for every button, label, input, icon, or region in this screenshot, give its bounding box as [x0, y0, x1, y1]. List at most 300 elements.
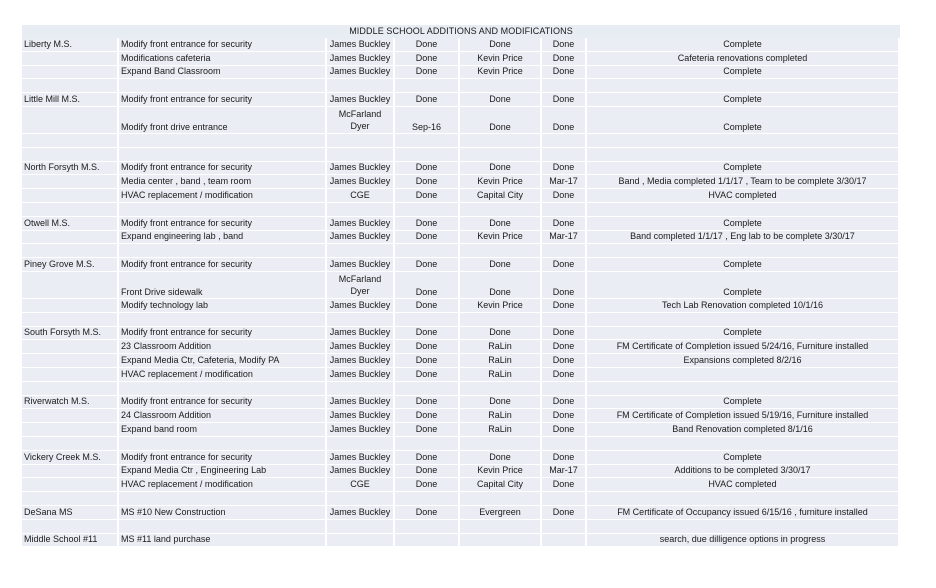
status2-cell	[542, 451, 587, 465]
notes-cell	[587, 506, 900, 520]
manager-cell-text: James Buckley	[329, 259, 391, 270]
status-cell-text: Done	[415, 176, 438, 187]
contractor-cell-text: Done	[489, 38, 511, 49]
contractor-cell	[460, 93, 542, 107]
manager-cell	[327, 423, 395, 437]
manager-cell	[327, 175, 395, 189]
notes-cell	[587, 231, 900, 245]
project-cell	[119, 38, 327, 52]
manager-cell	[327, 203, 395, 217]
contractor-cell	[460, 520, 542, 534]
school-cell	[22, 272, 119, 299]
contractor-cell-text: Done	[489, 94, 511, 105]
table-row	[22, 217, 900, 231]
status-cell	[395, 451, 460, 465]
status-cell	[395, 66, 460, 80]
manager-cell	[327, 437, 395, 451]
school-cell	[22, 217, 119, 231]
notes-cell-text: Complete	[723, 121, 762, 132]
status-cell	[395, 437, 460, 451]
manager-cell	[327, 93, 395, 107]
status-cell-text: Done	[415, 162, 438, 173]
contractor-cell-text: Kevin Price	[477, 299, 523, 310]
project-cell	[119, 382, 327, 396]
contractor-cell	[460, 396, 542, 410]
status2-cell-text: Done	[552, 355, 575, 366]
status2-cell	[542, 258, 587, 272]
contractor-cell	[460, 299, 542, 313]
school-cell	[22, 299, 119, 313]
school-cell	[22, 52, 119, 66]
notes-cell	[587, 52, 900, 66]
manager-cell	[327, 396, 395, 410]
project-cell-text: Modify front entrance for security	[121, 162, 253, 173]
status2-cell	[542, 148, 587, 162]
status-cell	[395, 299, 460, 313]
school-cell-text: Liberty M.S.	[24, 38, 73, 49]
notes-cell-text: Band , Media completed 1/1/17 , Team to be complete 3/30/17	[618, 176, 867, 187]
table-row	[22, 175, 900, 189]
contractor-cell	[460, 134, 542, 148]
contractor-cell-text: Kevin Price	[477, 52, 523, 63]
notes-cell	[587, 162, 900, 176]
status2-cell-text: Done	[552, 410, 575, 421]
status2-cell	[542, 520, 587, 534]
contractor-cell	[460, 465, 542, 479]
status2-cell	[542, 313, 587, 327]
status2-cell	[542, 162, 587, 176]
status2-cell	[542, 93, 587, 107]
manager-cell	[327, 79, 395, 93]
project-cell	[119, 162, 327, 176]
notes-cell	[587, 175, 900, 189]
manager-cell-text: James Buckley	[329, 451, 391, 462]
notes-cell	[587, 134, 900, 148]
status2-cell	[542, 272, 587, 299]
project-cell-text: Modify front entrance for security	[121, 94, 253, 105]
manager-cell	[327, 465, 395, 479]
notes-cell	[587, 38, 900, 52]
school-cell	[22, 465, 119, 479]
notes-cell-text: Band Renovation completed 8/1/16	[672, 424, 813, 435]
status-cell	[395, 354, 460, 368]
manager-cell-text: James Buckley	[329, 341, 391, 352]
project-cell	[119, 423, 327, 437]
status-cell	[395, 79, 460, 93]
contractor-cell	[460, 162, 542, 176]
manager-cell	[327, 189, 395, 203]
manager-cell-text: James Buckley	[329, 465, 391, 476]
school-cell	[22, 520, 119, 534]
table-row	[22, 299, 900, 313]
notes-cell	[587, 382, 900, 396]
table-row	[22, 368, 900, 382]
status-cell	[395, 534, 460, 548]
blank-row	[22, 79, 900, 93]
status2-cell	[542, 465, 587, 479]
status2-cell	[542, 79, 587, 93]
project-cell-text: MS #10 New Construction	[121, 506, 226, 517]
manager-cell	[327, 506, 395, 520]
school-cell	[22, 175, 119, 189]
status2-cell-text: Done	[552, 259, 575, 270]
notes-cell	[587, 409, 900, 423]
manager-cell	[327, 217, 395, 231]
table-row	[22, 52, 900, 66]
manager-cell-text: James Buckley	[329, 327, 391, 338]
status2-cell-text: Done	[552, 479, 575, 490]
school-cell-text: North Forsyth M.S.	[24, 162, 100, 173]
manager-cell-text: James Buckley	[329, 217, 391, 228]
table-row	[22, 396, 900, 410]
school-cell	[22, 437, 119, 451]
school-cell	[22, 451, 119, 465]
status2-cell-text: Mar-17	[549, 231, 578, 242]
contractor-cell	[460, 354, 542, 368]
project-cell	[119, 93, 327, 107]
project-cell-text: Modify technology lab	[121, 299, 209, 310]
school-cell	[22, 79, 119, 93]
status-cell-text: Done	[415, 259, 438, 270]
status-cell-text: Done	[415, 327, 438, 338]
notes-cell-text: Band completed 1/1/17 , Eng lab to be complete 3/30/17	[630, 231, 855, 242]
notes-cell	[587, 327, 900, 341]
status2-cell	[542, 231, 587, 245]
status-cell	[395, 506, 460, 520]
status-cell-text: Done	[415, 355, 438, 366]
status-cell	[395, 231, 460, 245]
status-cell	[395, 93, 460, 107]
project-cell	[119, 272, 327, 299]
notes-cell	[587, 465, 900, 479]
notes-cell	[587, 272, 900, 299]
notes-cell	[587, 107, 900, 134]
contractor-cell	[460, 258, 542, 272]
school-cell-text: Piney Grove M.S.	[24, 259, 95, 270]
status-cell-text: Done	[415, 451, 438, 462]
status2-cell-text: Done	[552, 121, 575, 132]
contractor-cell	[460, 492, 542, 506]
project-cell	[119, 189, 327, 203]
project-cell-text: Modify front entrance for security	[121, 327, 253, 338]
notes-cell	[587, 396, 900, 410]
manager-cell-text: McFarland Dyer	[338, 108, 382, 131]
status-cell	[395, 162, 460, 176]
manager-cell-text: James Buckley	[329, 162, 391, 173]
school-cell	[22, 396, 119, 410]
blank-row	[22, 134, 900, 148]
project-cell	[119, 492, 327, 506]
manager-cell	[327, 134, 395, 148]
notes-cell	[587, 299, 900, 313]
table-row	[22, 189, 900, 203]
table-row	[22, 38, 900, 52]
project-cell-text: HVAC replacement / modification	[121, 368, 253, 379]
status2-cell-text: Done	[552, 38, 575, 49]
manager-cell	[327, 409, 395, 423]
blank-row	[22, 148, 900, 162]
project-cell-text: Modify front entrance for security	[121, 396, 253, 407]
contractor-cell-text: Done	[489, 162, 511, 173]
project-cell	[119, 313, 327, 327]
school-cell	[22, 107, 119, 134]
table-row	[22, 162, 900, 176]
notes-cell	[587, 534, 900, 548]
manager-cell	[327, 66, 395, 80]
status2-cell-text: Mar-17	[549, 465, 578, 476]
notes-cell-text: HVAC completed	[708, 190, 777, 201]
project-cell	[119, 478, 327, 492]
project-cell-text: Modify front entrance for security	[121, 259, 253, 270]
status2-cell-text: Done	[552, 451, 575, 462]
school-cell	[22, 231, 119, 245]
status2-cell	[542, 66, 587, 80]
status-cell	[395, 520, 460, 534]
manager-cell	[327, 272, 395, 299]
manager-cell	[327, 299, 395, 313]
manager-cell-text: James Buckley	[329, 299, 391, 310]
manager-cell-text: James Buckley	[329, 94, 391, 105]
project-cell	[119, 451, 327, 465]
table-row	[22, 93, 900, 107]
project-cell	[119, 340, 327, 354]
contractor-cell	[460, 66, 542, 80]
notes-cell-text: Additions to be completed 3/30/17	[674, 465, 811, 476]
status-cell	[395, 272, 460, 299]
status-cell	[395, 217, 460, 231]
contractor-cell-text: Kevin Price	[477, 176, 523, 187]
status2-cell-text: Done	[552, 66, 575, 77]
contractor-cell-text: RaLin	[488, 410, 512, 421]
contractor-cell	[460, 107, 542, 134]
notes-cell-text: Complete	[723, 94, 762, 105]
project-cell-text: 24 Classroom Addition	[121, 410, 212, 421]
school-cell	[22, 409, 119, 423]
manager-cell-text: James Buckley	[329, 396, 391, 407]
manager-cell	[327, 162, 395, 176]
manager-cell	[327, 258, 395, 272]
contractor-cell	[460, 231, 542, 245]
status-cell	[395, 340, 460, 354]
contractor-cell-text: Done	[489, 396, 511, 407]
status-cell-text: Done	[415, 410, 438, 421]
project-cell-text: Front Drive sidewalk	[121, 286, 203, 297]
school-cell	[22, 534, 119, 548]
status-cell-text: Done	[415, 52, 438, 63]
project-cell-text: Modify front entrance for security	[121, 38, 253, 49]
table-row	[22, 340, 900, 354]
contractor-cell-text: RaLin	[488, 368, 512, 379]
status2-cell	[542, 299, 587, 313]
school-cell	[22, 492, 119, 506]
status2-cell-text: Mar-17	[549, 176, 578, 187]
manager-cell	[327, 368, 395, 382]
school-cell	[22, 148, 119, 162]
project-cell-text: MS #11 land purchase	[121, 534, 211, 545]
notes-cell	[587, 244, 900, 258]
notes-cell-text: FM Certificate of Completion issued 5/19/16, Furniture installed	[616, 410, 869, 421]
notes-cell-text: Complete	[723, 259, 762, 270]
table-row	[22, 272, 900, 299]
table-row	[22, 423, 900, 437]
status2-cell	[542, 423, 587, 437]
status-cell	[395, 396, 460, 410]
contractor-cell-text: Done	[489, 327, 511, 338]
notes-cell-text: Expansions completed 8/2/16	[683, 355, 802, 366]
manager-cell	[327, 52, 395, 66]
status2-cell	[542, 107, 587, 134]
school-cell	[22, 478, 119, 492]
contractor-cell	[460, 451, 542, 465]
contractor-cell	[460, 244, 542, 258]
notes-cell-text: Complete	[723, 38, 762, 49]
project-cell	[119, 52, 327, 66]
status-cell	[395, 313, 460, 327]
status2-cell-text: Done	[552, 327, 575, 338]
status2-cell-text: Done	[552, 94, 575, 105]
status-cell	[395, 175, 460, 189]
status2-cell-text: Done	[552, 299, 575, 310]
table-body	[22, 38, 900, 547]
notes-cell	[587, 368, 900, 382]
status2-cell	[542, 134, 587, 148]
notes-cell-text: Complete	[723, 451, 762, 462]
blank-row	[22, 203, 900, 217]
manager-cell	[327, 354, 395, 368]
status2-cell	[542, 492, 587, 506]
status2-cell	[542, 409, 587, 423]
contractor-cell-text: Capital City	[476, 479, 523, 490]
project-cell	[119, 396, 327, 410]
manager-cell-text: James Buckley	[329, 410, 391, 421]
status-cell	[395, 203, 460, 217]
status-cell-text: Done	[415, 506, 438, 517]
notes-cell-text: Tech Lab Renovation completed 10/1/16	[661, 299, 824, 310]
project-cell	[119, 148, 327, 162]
manager-cell	[327, 534, 395, 548]
blank-row	[22, 244, 900, 258]
status-cell-text: Done	[415, 231, 438, 242]
project-cell-text: Expand Media Ctr, Cafeteria, Modify PA	[121, 355, 280, 366]
status-cell-text: Done	[415, 217, 438, 228]
manager-cell	[327, 231, 395, 245]
manager-cell-text: CGE	[350, 479, 370, 490]
status-cell	[395, 492, 460, 506]
project-cell-text: Expand Band Classroom	[121, 66, 221, 77]
sheet-title: MIDDLE SCHOOL ADDITIONS AND MODIFICATIONS	[22, 25, 900, 38]
project-cell	[119, 368, 327, 382]
project-cell-text: Expand band room	[121, 424, 198, 435]
contractor-cell	[460, 175, 542, 189]
status2-cell-text: Done	[552, 286, 575, 297]
table-row	[22, 465, 900, 479]
manager-cell-text: James Buckley	[329, 424, 391, 435]
notes-cell	[587, 478, 900, 492]
notes-cell-text: Complete	[723, 162, 762, 173]
status-cell	[395, 189, 460, 203]
status-cell-text: Done	[415, 190, 438, 201]
table-row	[22, 534, 900, 548]
contractor-cell	[460, 340, 542, 354]
school-cell	[22, 134, 119, 148]
status-cell	[395, 134, 460, 148]
school-cell-text: Middle School #11	[24, 534, 98, 545]
status-cell-text: Done	[415, 465, 438, 476]
notes-cell	[587, 423, 900, 437]
notes-cell-text: search, due dilligence options in progress	[659, 534, 826, 545]
status-cell	[395, 52, 460, 66]
contractor-cell	[460, 79, 542, 93]
status-cell	[395, 382, 460, 396]
project-cell	[119, 299, 327, 313]
contractor-cell-text: Done	[489, 451, 511, 462]
school-cell	[22, 38, 119, 52]
status-cell	[395, 465, 460, 479]
project-cell	[119, 354, 327, 368]
status2-cell	[542, 368, 587, 382]
status-cell	[395, 327, 460, 341]
school-cell	[22, 203, 119, 217]
notes-cell	[587, 340, 900, 354]
manager-cell-text: James Buckley	[329, 52, 391, 63]
project-cell-text: Modify front drive entrance	[121, 121, 228, 132]
school-cell	[22, 423, 119, 437]
project-cell	[119, 437, 327, 451]
contractor-cell	[460, 506, 542, 520]
status-cell	[395, 478, 460, 492]
notes-cell	[587, 189, 900, 203]
status2-cell	[542, 203, 587, 217]
manager-cell	[327, 478, 395, 492]
contractor-cell	[460, 478, 542, 492]
status-cell	[395, 258, 460, 272]
contractor-cell	[460, 534, 542, 548]
notes-cell-text: FM Certificate of Completion issued 5/24/16, Furniture installed	[616, 341, 869, 352]
project-cell	[119, 217, 327, 231]
contractor-cell-text: Kevin Price	[477, 465, 523, 476]
status-cell-text: Done	[415, 396, 438, 407]
project-cell	[119, 175, 327, 189]
blank-row	[22, 382, 900, 396]
project-cell	[119, 327, 327, 341]
manager-cell-text: James Buckley	[329, 176, 391, 187]
notes-cell	[587, 66, 900, 80]
table-row	[22, 409, 900, 423]
table-row	[22, 506, 900, 520]
status-cell	[395, 368, 460, 382]
status-cell-text: Done	[415, 38, 438, 49]
manager-cell-text: James Buckley	[329, 368, 391, 379]
notes-cell	[587, 520, 900, 534]
table-row	[22, 258, 900, 272]
notes-cell-text: Complete	[723, 286, 762, 297]
notes-cell	[587, 79, 900, 93]
contractor-cell-text: Done	[489, 121, 511, 132]
notes-cell-text: Cafeteria renovations completed	[677, 52, 808, 63]
project-cell	[119, 107, 327, 134]
project-cell	[119, 79, 327, 93]
status-cell	[395, 107, 460, 134]
project-cell-text: Modify front entrance for security	[121, 217, 253, 228]
project-cell-text: HVAC replacement / modification	[121, 190, 253, 201]
school-cell	[22, 354, 119, 368]
project-cell-text: HVAC replacement / modification	[121, 479, 253, 490]
manager-cell	[327, 148, 395, 162]
notes-cell-text: Complete	[723, 66, 762, 77]
status-cell-text: Done	[415, 368, 438, 379]
project-cell	[119, 244, 327, 258]
project-cell	[119, 534, 327, 548]
